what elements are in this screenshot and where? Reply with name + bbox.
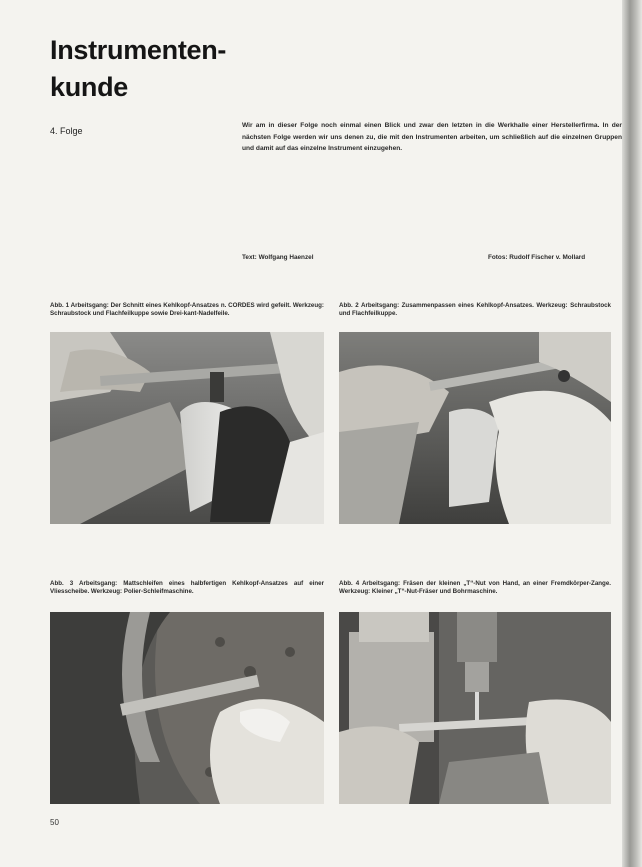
figure-2-caption: Abb. 2 Arbeitsgang: Zusammenpassen eines Kehlkopf-Ansatzes. Werkzeug: Schraubstock und Flachfeilkuppe. xyxy=(339,302,611,317)
figure-1-caption: Abb. 1 Arbeitsgang: Der Schnitt eines Kehlkopf-Ansatzes n. CORDES wird gefeilt. Werkzeug: Schraubstock und Flachfeilkuppe sowie Drei-kant-Nadelfeile. xyxy=(50,302,324,317)
figure-1-photo xyxy=(50,332,324,524)
figure-3-photo xyxy=(50,612,324,804)
page-gutter-shadow xyxy=(622,0,642,867)
photo-credit: Fotos: Rudolf Fischer v. Mollard xyxy=(488,254,586,261)
text-credit: Text: Wolfgang Haenzel xyxy=(242,254,314,261)
title-line-2: kunde xyxy=(50,72,129,102)
series-label: 4. Folge xyxy=(50,126,83,136)
figure-2-photo xyxy=(339,332,611,524)
figure-3-caption: Abb. 3 Arbeitsgang: Mattschleifen eines halbfertigen Kehlkopf-Ansatzes auf einer Vliesscheibe. Werkzeug: Polier-Schleifmaschine. xyxy=(50,580,324,595)
title-line-1: Instrumenten- xyxy=(50,35,227,65)
intro-paragraph: Wir am in dieser Folge noch einmal einen Blick und zwar den letzten in die Werkhalle einer Herstellerfirma. In der nächsten Folge werden wir uns denen zu, die mit den Instrumenten arbeiten, um schließlich auf die einzelnen Gruppen und damit auf das einzelne Instrument einzugehen. xyxy=(242,122,622,152)
figure-4-photo xyxy=(339,612,611,804)
page-title xyxy=(50,32,226,106)
figure-4-caption: Abb. 4 Arbeitsgang: Fräsen der kleinen „T“-Nut von Hand, an einer Fremdkörper-Zange. Werkzeug: Kleiner „T“-Nut-Fräser und Bohrmaschine. xyxy=(339,580,611,595)
page-number: 50 xyxy=(50,818,59,827)
